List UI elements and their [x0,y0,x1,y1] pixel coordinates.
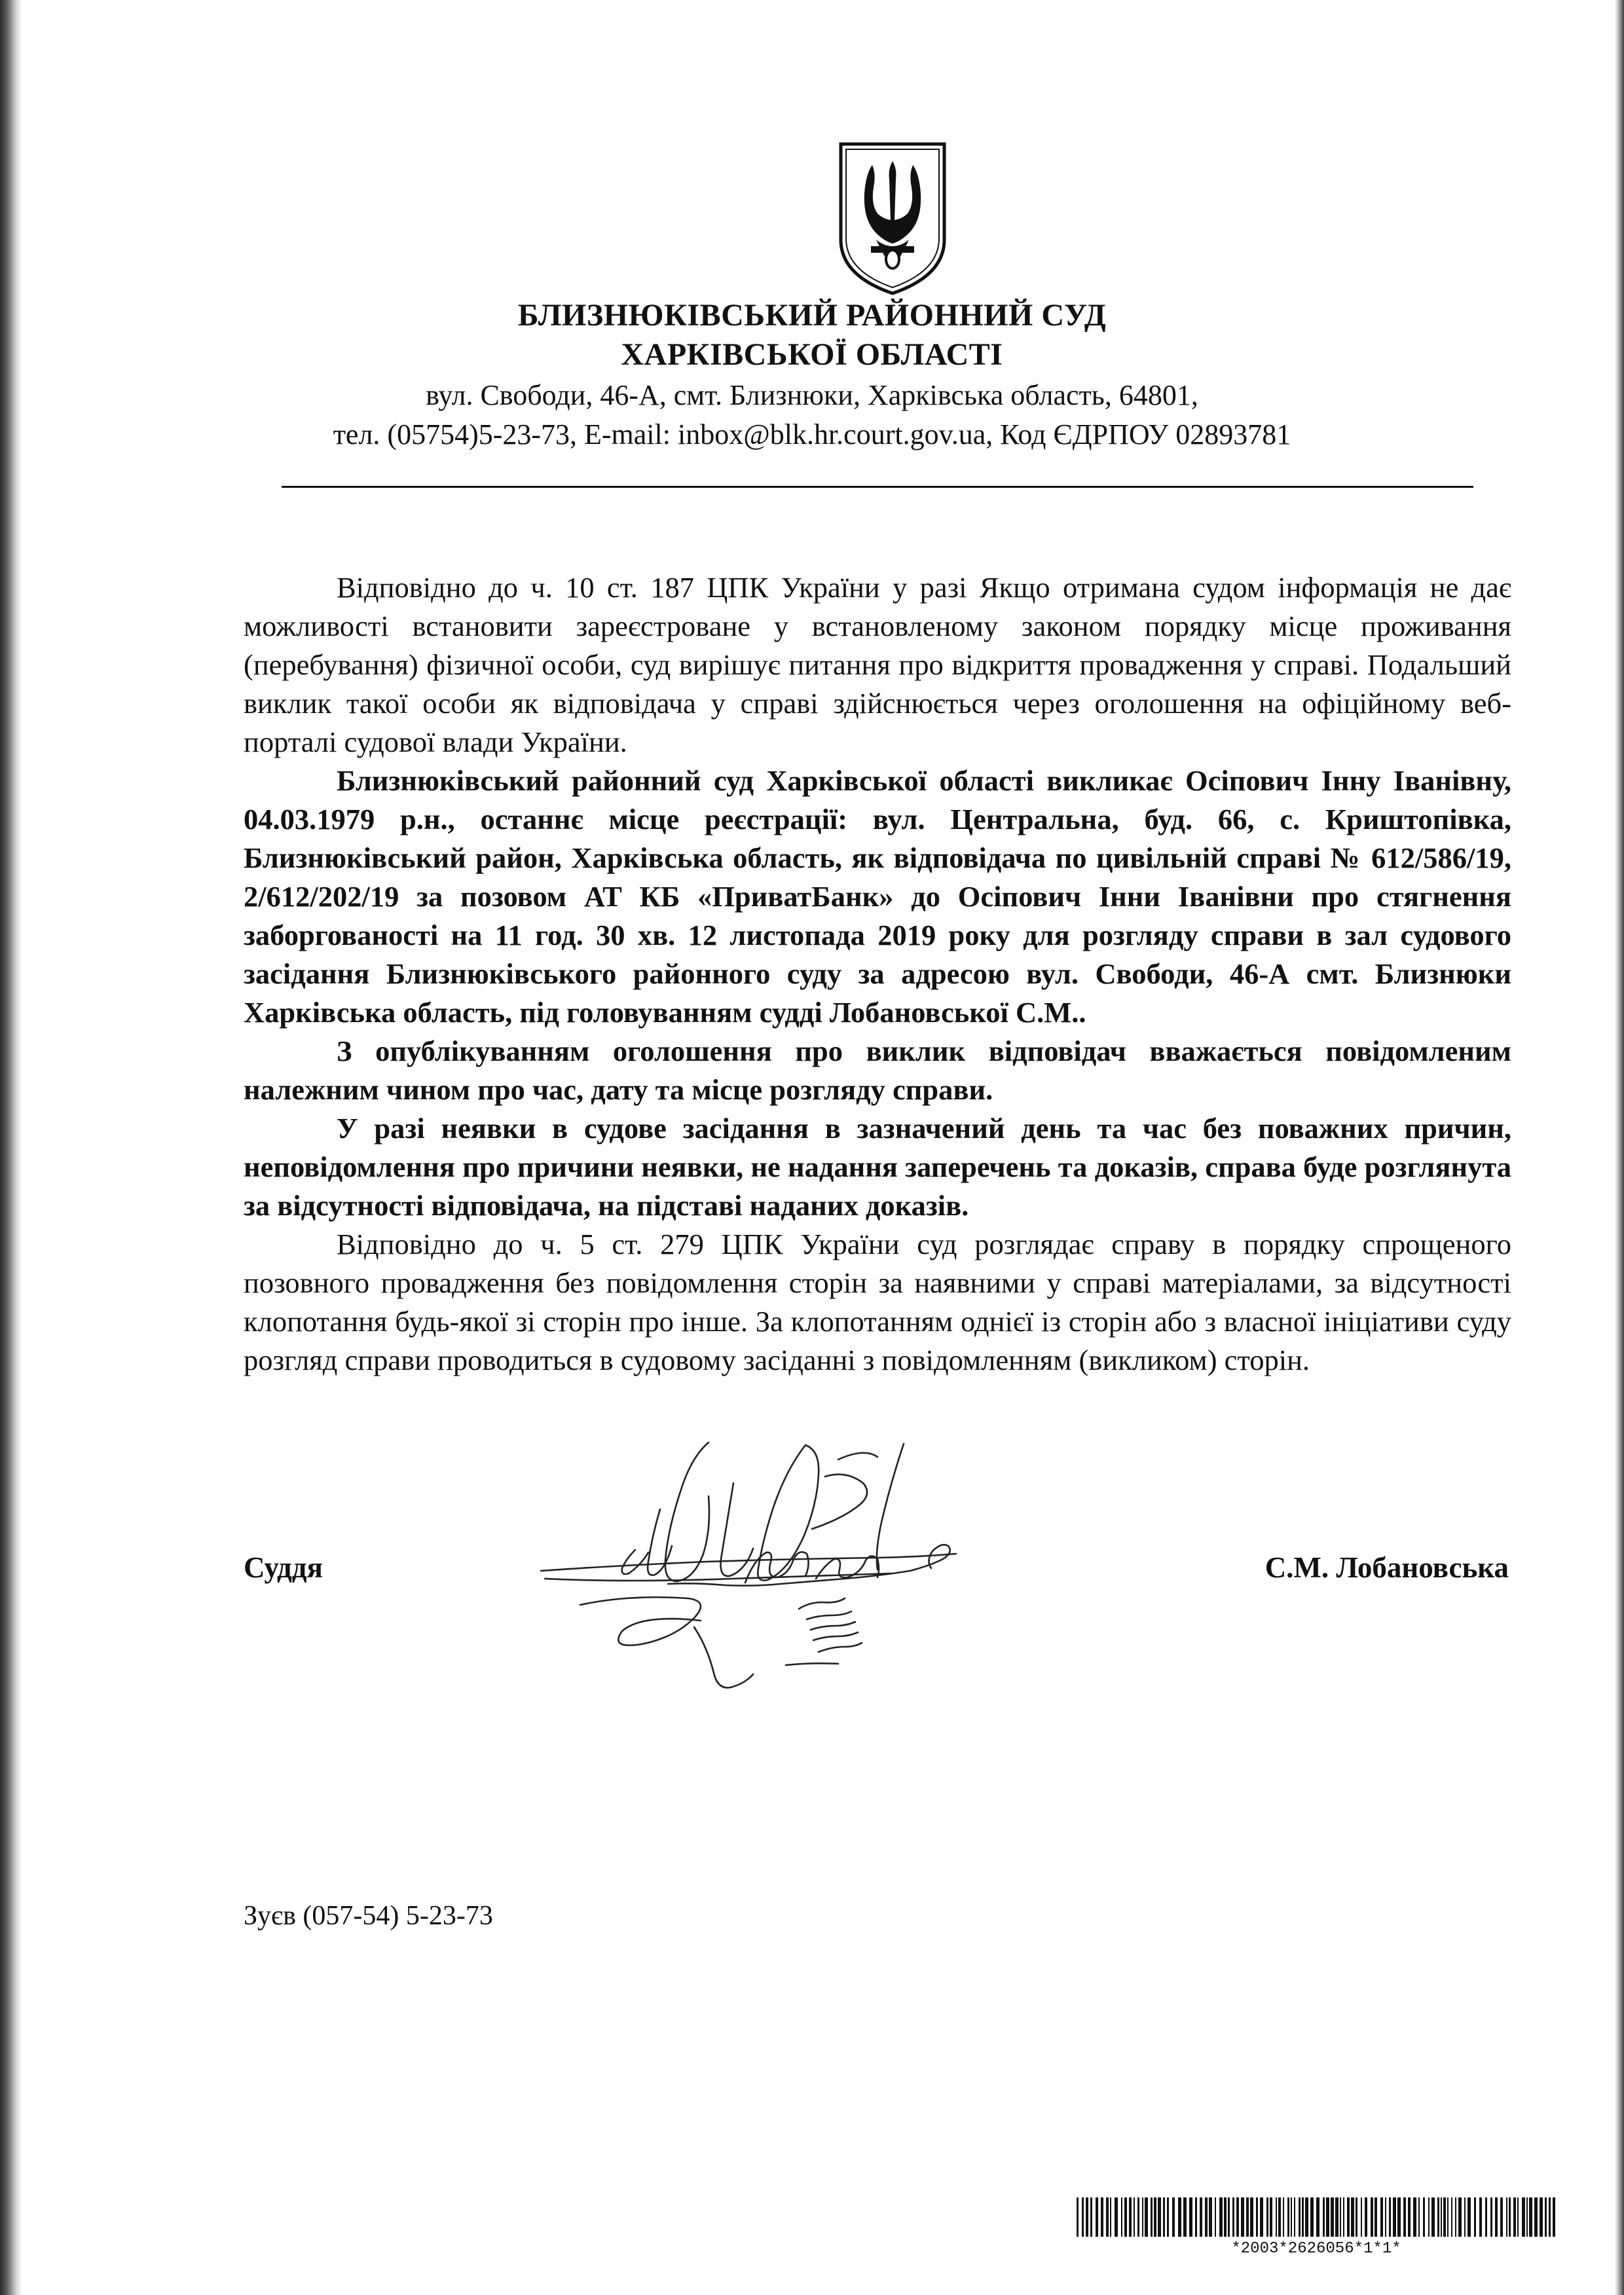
barcode-bar [1540,2197,1543,2237]
court-name-line1: БЛИЗНЮКІВСЬКИЙ РАЙОННИЙ СУД [517,298,1107,333]
barcode-bar [1408,2197,1411,2237]
barcode-bar [1077,2197,1079,2237]
paragraph-summons: Близнюківський районний суд Харківської області викликає Осіпович Інну Іванівну, 04.03.1979 р.н., останнє місце реєстрації: вул. Центральна, буд. 66, с. Криштопівка, Близнюківський район, Харківська область, як відповідача по цивільній справі № 612/586/19, 2/612/202/19 за позовом АТ КБ «ПриватБанк» до Осіпович Інни Іванівни про стягнення заборгованості на 11 год. 30 хв. 12 листопада 2019 року для розгляду справи в зал судового засідання Близнюківського районного суду за адресою вул. Свободи, 46-А смт. Близнюки Харківська область, під головуванням судді Лобановської С.М.. [244,764,1511,1029]
barcode-bar [1371,2197,1373,2237]
barcode-bar [1129,2197,1132,2237]
barcode-bar [1086,2197,1088,2237]
barcode-bar [1101,2197,1103,2237]
barcode-bar [1090,2197,1092,2237]
court-address: вул. Свободи, 46-А, смт. Близнюки, Харківська область, 64801, [426,379,1198,411]
barcode-bar [1467,2197,1471,2237]
notice-body [244,568,1511,1380]
barcode-bar [1385,2197,1386,2237]
barcode-bar [1403,2197,1406,2237]
paragraph-simplified-procedure: Відповідно до ч. 5 ст. 279 ЦПК України суд розглядає справу в порядку спрощеного позовного провадження без повідомлення сторін за наявними у справі матеріалами, за відсутності клопотання будь-якої зі сторін про інше. За клопотанням однієї із сторін або з власної ініціативи суду розгляд справи проводиться в судовому засіданні з повідомленням (викликом) сторін. [244,1228,1511,1376]
barcode-bar [1142,2197,1143,2237]
barcode-bar [1189,2197,1192,2237]
barcode-bar [1151,2197,1153,2237]
barcode-bar [1302,2197,1304,2237]
barcode-bar [1096,2197,1098,2237]
barcode-bar [1270,2197,1272,2237]
barcode-bar [1110,2197,1111,2237]
barcode-bar [1441,2197,1442,2237]
barcode-bar [1200,2197,1202,2237]
barcode-bar [1393,2197,1396,2237]
barcode-bar [1163,2197,1165,2237]
barcode-bar [1250,2197,1253,2237]
header-divider [282,486,1473,488]
barcode-bar [1517,2197,1519,2237]
barcode-bar [1495,2197,1498,2237]
barcode-bar [1172,2197,1175,2237]
barcode-bar [1451,2197,1452,2237]
barcode-bar [1553,2197,1555,2237]
barcode-bar [1145,2197,1148,2237]
barcode-bar [1428,2197,1430,2237]
barcode-bar [1158,2197,1161,2237]
barcode-bar [1529,2197,1532,2237]
paragraph-legal-basis: Відповідно до ч. 10 ст. 187 ЦПК України у разі Якщо отримана судом інформація не дає можливості встановити зареєстроване у встановленому законом порядку місце проживання (перебування) фізичної особи, суд вирішує питання про відкриття провадження у справі. Подальший виклик такої особи як відповідача у справі здійснюється через оголошення на офіційному веб-порталі судової влади України. [244,571,1511,758]
barcode-bar [1276,2197,1277,2237]
barcode-bar [1361,2197,1362,2237]
barcode-bar [1375,2197,1377,2237]
barcode-bar [1236,2197,1239,2237]
barcode-bar [1291,2197,1292,2237]
barcode-bar [1389,2197,1391,2237]
barcode-bar [1479,2197,1482,2237]
barcode-bar [1316,2197,1320,2237]
barcode-bar [1256,2197,1258,2237]
barcode-bar [1522,2197,1525,2237]
barcode-bar [1509,2197,1511,2237]
barcode-bar [1380,2197,1383,2237]
barcode-bar [1294,2197,1295,2237]
barcode-bar [1447,2197,1449,2237]
barcode-bar [1513,2197,1516,2237]
barcode-bar [1167,2197,1169,2237]
barcode-bar [1134,2197,1135,2237]
barcode-bar [1506,2197,1507,2237]
barcode-bar [1241,2197,1244,2237]
barcode-bar [1124,2197,1127,2237]
barcode-bar [1351,2197,1354,2237]
barcode-bar [1335,2197,1338,2237]
barcode-bar [1474,2197,1476,2237]
judge-name: С.М. Лобановська [1264,1551,1509,1584]
barcode-bar [1437,2197,1439,2237]
barcode-bar [1224,2197,1227,2237]
handwritten-signature [537,1431,982,1706]
barcode-bar [1326,2197,1329,2237]
barcode-bar [1331,2197,1334,2237]
trident-coat-of-arms-icon [837,141,948,296]
barcode-bar [1195,2197,1197,2237]
barcode-bar [1305,2197,1308,2237]
barcode-bar [1347,2197,1350,2237]
barcode-bar [1413,2197,1416,2237]
barcode-bar [1082,2197,1084,2237]
barcode-bar [1458,2197,1462,2237]
paragraph-notification: З опублікуванням оголошення про виклик відповідач вважається повідомленим належним чином про час, дату та місце розгляду справи. [244,1035,1511,1106]
barcode-bar [1154,2197,1156,2237]
barcode-bar [1215,2197,1216,2237]
barcode-bar [1246,2197,1249,2237]
barcode-bar [1283,2197,1284,2237]
barcode-bar [1178,2197,1181,2237]
barcode-bar [1534,2197,1538,2237]
barcode-bar [1209,2197,1212,2237]
barcode-bar [1343,2197,1344,2237]
barcode-bar [1121,2197,1122,2237]
barcode-bar [1500,2197,1503,2237]
barcode-bar [1455,2197,1456,2237]
barcode-bar [1443,2197,1446,2237]
barcode-bar [1397,2197,1401,2237]
barcode-bar [1310,2197,1314,2237]
barcode [1074,2197,1559,2237]
barcode-bar [1278,2197,1281,2237]
court-name-line2: ХАРКІВСЬКОЇ ОБЛАСТІ [621,337,1003,372]
barcode-bar [1418,2197,1420,2237]
barcode-bar [1183,2197,1187,2237]
barcode-bar [1356,2197,1357,2237]
executor-contact: Зуєв (057-54) 5-23-73 [244,1901,493,1931]
barcode-bar [1431,2197,1435,2237]
barcode-bar [1423,2197,1425,2237]
barcode-bar [1299,2197,1301,2237]
barcode-bar [1115,2197,1118,2237]
barcode-bar [1287,2197,1289,2237]
barcode-bar [1228,2197,1230,2237]
barcode-bar [1260,2197,1263,2237]
barcode-bar [1219,2197,1223,2237]
barcode-bar [1365,2197,1367,2237]
signature-label: Суддя [244,1551,323,1584]
court-contacts: тел. (05754)5-23-73, E-mail: inbox@blk.hr.court.gov.ua, Код ЄДРПОУ 02893781 [333,418,1291,450]
barcode-bar [1232,2197,1234,2237]
barcode-bar [1549,2197,1551,2237]
barcode-bar [1545,2197,1547,2237]
barcode-bar [1323,2197,1325,2237]
barcode-number: *2003*2626056*1*1* [1231,2240,1401,2258]
barcode-bar [1137,2197,1139,2237]
barcode-bar [1106,2197,1109,2237]
barcode-bar [1266,2197,1268,2237]
barcode-bar [1526,2197,1528,2237]
barcode-bar [1340,2197,1341,2237]
paragraph-non-appearance: У разі неявки в судове засідання в зазначений день та час без поважних причин, неповідомлення про причини неявки, не надання заперечень та доказів, справа буде розглянута за відсутності відповідача, на підставі наданих доказів. [244,1112,1511,1222]
barcode-bar [1485,2197,1487,2237]
barcode-bar [1205,2197,1208,2237]
barcode-bar [1490,2197,1492,2237]
barcode-bar [1464,2197,1466,2237]
